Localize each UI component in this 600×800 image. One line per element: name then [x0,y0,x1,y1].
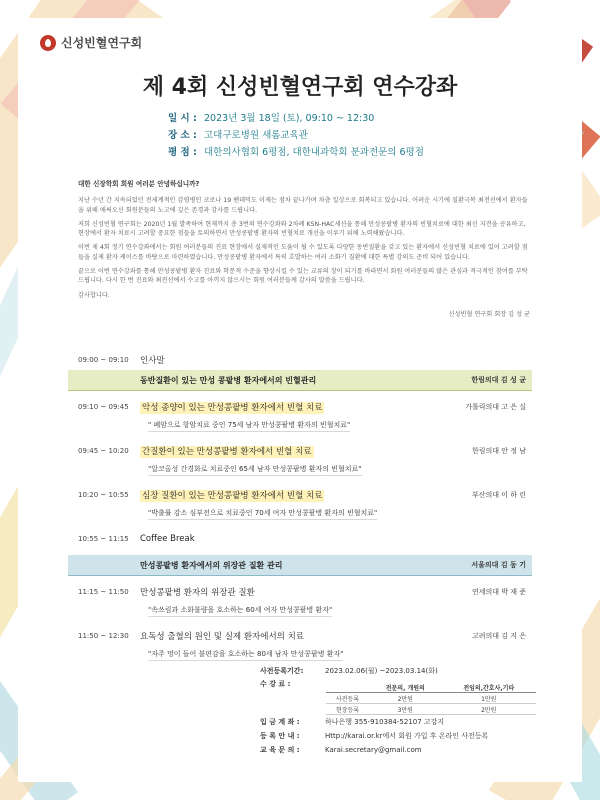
info-venue-row [168,127,424,144]
speaker: 부산의대 이 하 린 [471,491,526,499]
info-label: 일 시 : [168,113,197,124]
session-chair: 서울의대 김 동 기 [471,561,526,569]
case-description [68,646,532,664]
session-chair: 한림의대 김 성 균 [471,376,526,384]
account-value: 하나은행 355-910384-52107 고강지 [325,718,445,726]
fee-cell: 2만원 [369,693,442,704]
speaker: 한림의대 안 정 남 [471,447,526,455]
talk-title: 심장 질환이 있는 만성콩팥병 환자에서 빈혈 치료 [142,491,323,501]
fee-cell: 현장등록 [326,704,369,715]
schedule-time: 09:45 ~ 10:20 [78,447,129,455]
registration-period: 2023.02.06(월) ~2023.03.14(화) [325,666,438,675]
case-description [68,505,532,523]
fee-header-cell [326,682,369,693]
schedule-time: 09:10 ~ 09:45 [78,403,129,411]
registration-label: 사전등록기간: [260,666,304,675]
case-description [68,602,532,620]
schedule-time: 09:00 ~ 09:10 [78,356,129,364]
schedule [68,350,532,664]
letter-paragraph: 이번 제 4회 정기 연수강좌에서는 회원 여러분들의 진료 현장에서 실제적인 도움이 될 수 있도록 다양한 동반질환을 갖고 있는 환자에서 신성빈혈 치료에 있어 고려할 점들을 실제 환자 케이스를 바탕으로 마련하였습니다. 만성콩팥병 환자에서 특히 호발하는 여러 소화기 질환에 대한 특별 강의도 준비 되어 있습니다. [78,244,528,261]
schedule-row [68,397,532,417]
fee-table-row [326,693,536,704]
schedule-row [68,441,532,461]
schedule-row [68,485,532,505]
fee-cell: 2만원 [442,704,536,715]
fee-table-row [326,704,536,715]
letter-paragraph: 지난 수년 간 지속되었던 전세계적인 감염병인 코로나 19 팬데믹도 이제는 점차 끝나가며 차츰 일상으로 회복되고 있습니다. 어려운 시기에 질환극복 최전선에서 환자들을 위해 애써오신 회원분들의 노고에 깊은 존경과 감사를 드립니다. [78,197,528,214]
schedule-row [68,529,532,549]
talk-title: 악성 종양이 있는 만성콩팥병 환자에서 빈혈 치료 [142,403,323,413]
case-text: "박출률 감소 심부전으로 치료중인 70세 여자 만성콩팥병 환자의 빈혈치료" [148,508,377,520]
case-text: "자주 멍이 들어 불편감을 호소하는 80세 남자 만성콩팥병 환자" [148,649,343,661]
blood-drop-icon [40,35,56,51]
letter-paragraph: 저희 신성빈혈 연구회는 2020년 1월 발족하여 현재까지 총 3번의 연수강좌와 2차례 KSN-HAC세션을 통해 만성콩팥병 환자의 빈혈치료에 대한 최신 지견을 공유하고, 현장에서 환자 치료시 고려할 중요한 점들을 토의하면서 만성콩팥병 환자의 빈혈치료 개선을 이루기 위해 노력해왔습니다. [78,220,526,238]
info-label: 장 소 : [168,130,197,141]
fee-header-cell: 전문의, 개원의 [369,682,442,693]
schedule-time: 11:15 ~ 11:50 [78,588,129,596]
case-description [68,461,532,479]
fee-header-cell: 전임의,간호사,기타 [442,682,536,693]
fee-table-header [326,682,536,693]
org-name: 신성빈혈연구회 [61,36,143,50]
fee-table [326,682,536,715]
account-label: 입 금 계 좌 : [260,718,300,726]
session-title: 만성콩팥병 환자에서의 위장관 질환 관리 [140,560,283,570]
registration-period-row [260,664,560,677]
event-info [168,110,424,161]
speaker: 연세의대 박 재 준 [471,588,526,596]
fee-cell: 사전등록 [326,693,369,704]
schedule-time: 10:55 ~ 11:15 [78,535,129,543]
schedule-topic [140,489,436,501]
speaker: 가톨릭의대 고 은 실 [465,403,526,411]
info-credits-row [168,144,424,161]
info-date-row [168,110,424,127]
letter-paragraph: 끝으로 이번 연수강좌를 통해 만성콩팥병 환자 진료와 학문적 수준을 향상시킬 수 있는 교류의 장이 되기를 바라면서 회원 여러분들의 많은 관심과 적극적인 참여를 부탁드립니다. 다시 한 번 진료와 최전선에서 수고를 아끼지 않으시는 회원 여러분들께 감사의 말씀을 드립니다. [78,268,528,285]
schedule-topic: 요독성 출혈의 원인 및 실제 환자에서의 치료 [140,632,305,642]
schedule-row [68,582,532,602]
info-date: 2023년 3월 18일 (토), 09:10 ~ 12:30 [204,113,375,124]
guide-value[interactable]: Http://karai.or.kr에서 회원 가입 후 온라인 사전등록 [325,732,489,740]
schedule-row [68,350,532,370]
case-text: "알코올성 간경화로 치료중인 65세 남자 만성콩팥병 환자의 빈혈치료" [148,464,362,476]
schedule-topic: 인사말 [140,356,165,366]
case-text: " 폐암으로 항암치료 중인 75세 남자 만성콩팥병 환자의 빈혈치료" [148,420,350,432]
schedule-topic [140,401,436,413]
registration-contact [260,715,560,757]
letter-greeting: 대한 신장학회 회원 여러분 안녕하십니까? [78,180,200,188]
info-venue: 고대구로병원 새롬교육관 [204,130,308,141]
session-title: 동반질환이 있는 만성 콩팥병 환자에서의 빈혈관리 [140,375,317,385]
fee-cell: 1만원 [442,693,536,704]
session-header [68,370,532,391]
contact-row [260,743,560,757]
greeting-letter [78,180,530,324]
guide-row [260,729,560,743]
talk-title: 간질환이 있는 만성콩팥병 환자에서 빈혈 치료 [142,447,312,457]
org-logo [40,34,142,51]
letter-paragraph: 감사합니다. [78,291,110,299]
speaker: 고려의대 김 지 은 [471,632,526,640]
case-description [68,417,532,435]
fee-cell: 3만원 [369,704,442,715]
schedule-row [68,626,532,646]
contact-label: 교 육 문 의 : [260,746,300,754]
case-text: "속쓰림과 소화불량을 호소하는 60세 여자 만성콩팥병 환자" [148,605,332,617]
info-credits: 대한의사협회 6평점, 대한내과학회 분과전문의 6평점 [204,147,424,158]
schedule-topic: 만성콩팥병 환자의 위장관 질환 [140,588,255,598]
contact-email[interactable]: Karai.secretary@gmail.com [325,746,422,754]
session-header [68,555,532,576]
schedule-topic: Coffee Break [140,534,195,544]
page-title: 제 4회 신성빈혈연구회 연수강좌 [142,75,458,100]
guide-label: 등 록 안 내 : [260,732,300,740]
letter-signature: 신성빈혈 연구회 회장 김 성 균 [448,310,530,318]
info-label: 평 점 : [168,147,197,158]
schedule-time: 10:20 ~ 10:55 [78,491,129,499]
schedule-topic [140,445,436,457]
account-row [260,715,560,729]
fee-label: 수 강 료 : [260,679,291,688]
schedule-time: 11:50 ~ 12:30 [78,632,129,640]
